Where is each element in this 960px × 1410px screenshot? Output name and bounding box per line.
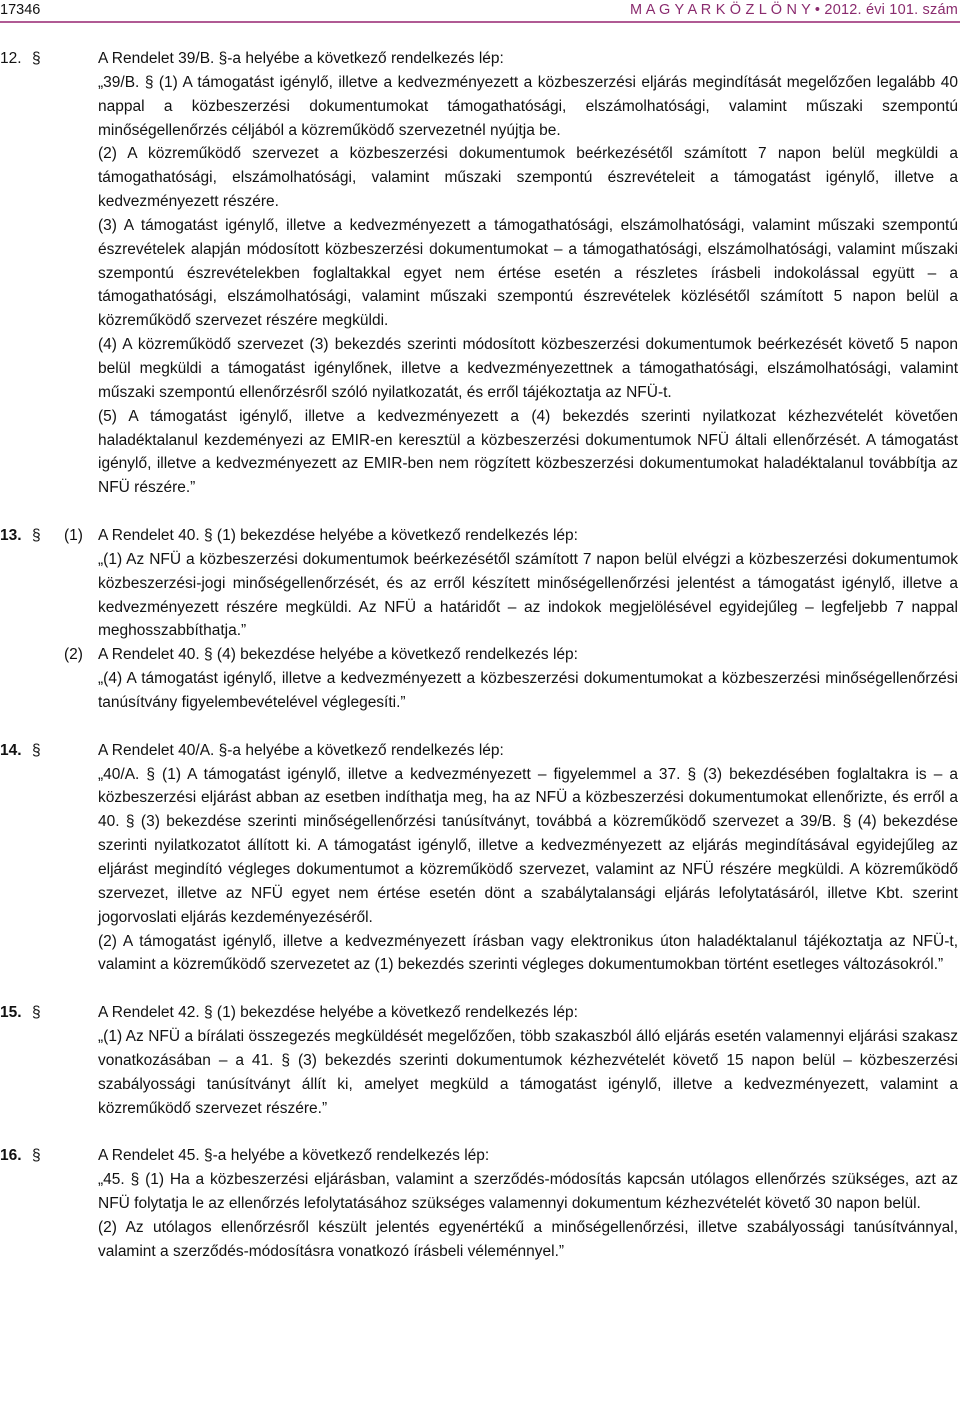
section-gap [0,977,958,1001]
amendment-paragraph: „39/B. § (1) A támogatást igénylő, illetve a kedvezményezett a közbeszerzési eljárás megindítását megelőzően legalább 40 nappal a közbeszerzési dokumentumokat támogathatósági, elszámolhatósági, valamint műszaki szempontú minőségellenőrzés céljából a közreműködő szervezetnél nyújtja be. [98,73,958,139]
section-heading [0,1001,958,1025]
section-gap [0,1120,958,1144]
document-body [0,47,958,1264]
amendment-paragraph: „45. § (1) Ha a közbeszerzési eljárásban, valamint a szerződés-módosítás kapcsán utólagos ellenőrzés szükséges, azt az NFÜ folytatja le az ellenőrzés lefolytatásához szükséges valamennyi dokumentum kézhezvételét követő 30 napon belül. [98,1171,958,1213]
section-sign: § [32,527,41,545]
section-gap [0,715,958,739]
amendment-paragraph: (5) A támogatást igénylő, illetve a kedvezményezett a (4) bekezdés szerinti nyilatkozat kézhezvételét követően haladéktalanul kezdeményezi az EMIR-en keresztül a közbeszerzési dokumentumok NFÜ általi ellenőrzését. A támogatást igénylő, illetve a kedvezményezett az EMIR-ben nem rögzített közbeszerzési dokumentumokat haladéktalanul továbbítja az NFÜ részére.” [98,407,958,497]
section-sign: § [32,1147,41,1165]
amendment-paragraph: (2) A támogatást igénylő, illetve a kedvezményezett írásban vagy elektronikus úton haladéktalanul tájékoztatja az NFÜ-t, valamint a közreműködő szervezetet az (1) bekezdés szerinti végleges dokumentumokban történt esetleges változásokról.” [98,932,958,974]
section-number: 16. [0,1147,22,1165]
section-heading [0,739,958,763]
section-sign: § [32,1004,41,1022]
amendment-paragraph: „40/A. § (1) A támogatást igénylő, illetve a kedvezményezett – figyelemmel a 37. § (3) bekezdésében foglaltakra is – a közbeszerzési eljárást abban az esetben indíthatja meg, ha az NFÜ a közbeszerzési dokumentumokat ellenőrizte, és erről a 40. § (3) bekezdése szerinti minőségellenőrzési tanúsítványt, továbbá a közreműködő szervezet a 39/B. § (4) bekezdése szerinti nyilatkozatot állított ki. A támogatást igénylő, illetve a kedvezményezett az eljárás megindításával egyidejűleg az eljárást megindító végleges dokumentumot a közreműködő szervezet, valamint az NFÜ részére megküldi. A közreműködő szervezet, illetve az NFÜ egyet nem értése esetén dönt a szabálytalansági eljárás lefolytatásáról, illetve Kbt. szerint jogorvoslati eljárás kezdeményezéséről. [98,765,958,926]
journal-title: M A G Y A R K Ö Z L Ö N Y • 2012. évi 101. szám [630,2,958,18]
section-heading [0,524,958,548]
page-header [0,0,960,22]
section-intro: A Rendelet 40. § (4) bekezdése helyébe a következő rendelkezés lép: [98,646,578,664]
section-heading [0,1144,958,1168]
section-number: 15. [0,1004,22,1022]
amendment-paragraph: (4) A közreműködő szervezet (3) bekezdés szerinti módosított közbeszerzési dokumentumok beérkezését követő 5 napon belül megküldi a támogatást igénylőnek, illetve a kedvezményezettnek a támogathatósági, elszámolhatósági, valamint műszaki szempontú ellenőrzésről szóló nyilatkozatát, és erről tájékoztatja az NFÜ-t. [98,336,958,401]
section-intro: A Rendelet 45. §-a helyébe a következő rendelkezés lép: [98,1147,490,1165]
section-number: 14. [0,741,22,759]
section-intro: A Rendelet 42. § (1) bekezdése helyébe a következő rendelkezés lép: [98,1004,578,1022]
section-intro: A Rendelet 40/A. §-a helyébe a következő rendelkezés lép: [98,741,504,759]
amendment-paragraph: (2) Az utólagos ellenőrzésről készült jelentés egyenértékű a minőségellenőrzési, illetve szabályossági tanúsítvánnyal, valamint a szerződés-módosításra vonatkozó írásbeli véleménnyel.” [98,1218,958,1260]
section-number: 13. [0,527,22,545]
section-sign: § [32,50,41,67]
section-heading [0,47,958,71]
subsection-label: (1) [64,527,83,545]
section-sign: § [32,741,41,759]
section-13 [0,524,958,715]
header-rule [0,21,960,23]
section-15 [0,1001,958,1120]
subsection-heading [0,643,958,667]
section-16 [0,1144,958,1263]
page-number: 17346 [0,2,41,18]
section-number: 12. [0,50,22,67]
amendment-paragraph: (2) A közreműködő szervezet a közbeszerzési dokumentumok beérkezésétől számított 7 napon belül megküldi a támogathatósági, elszámolhatósági, valamint műszaki szempontú észrevételeit a támogatást igénylő, illetve a kedvezményezett részére. [98,145,958,211]
amendment-paragraph: „(1) Az NFÜ a bírálati összegezés megküldését megelőzően, több szakaszból álló eljárás esetén valamennyi eljárási szakasz vonatkozásában – a 41. § (3) bekezdés szerinti dokumentumok kézhezvételét követő 15 napon belül – közbeszerzési szabályossági tanúsítványt állít ki, amelyet megküld a támogatást igénylő, illetve a kedvezményezett, valamint a közreműködő szervezet részére.” [98,1028,958,1117]
amendment-paragraph: „(4) A támogatást igénylő, illetve a kedvezményezett a közbeszerzési dokumentumokat a közbeszerzési minőségellenőrzési tanúsítvány figyelembevételével véglegesíti.” [98,670,958,711]
section-14 [0,739,958,977]
section-intro: A Rendelet 39/B. §-a helyébe a következő rendelkezés lép: [98,50,504,67]
amendment-paragraph: „(1) Az NFÜ a közbeszerzési dokumentumok beérkezésétől számított 7 napon belül elvégzi a közbeszerzési dokumentumok közbeszerzési-jogi minőségellenőrzését, és az erről készített minőségellenőrzési jelentést a támogatást igénylő, illetve a kedvezményezett részére megküldi. Az NFÜ a határidőt – az indokok megjelölésével egyidejűleg – legfeljebb 7 nappal meghosszabbíthatja.” [98,550,958,640]
section-gap [0,500,958,524]
amendment-paragraph: (3) A támogatást igénylő, illetve a kedvezményezett a támogathatósági, elszámolhatósági, valamint műszaki szempontú észrevételek alapján módosított közbeszerzési dokumentumokat – a támogathatósági, elszámolhatósági, valamint műszaki szempontú észrevételekben foglaltakkal egyet nem értése esetén a részletes írásbeli indokolással együtt – a támogathatósági, elszámolhatósági, valamint műszaki szempontú észrevételek közlésétől számított 5 napon belül a közreműködő szervezet részére megküldi. [98,216,958,330]
section-12 [0,47,958,500]
subsection-label: (2) [64,646,83,664]
section-intro: A Rendelet 40. § (1) bekezdése helyébe a következő rendelkezés lép: [98,527,578,545]
